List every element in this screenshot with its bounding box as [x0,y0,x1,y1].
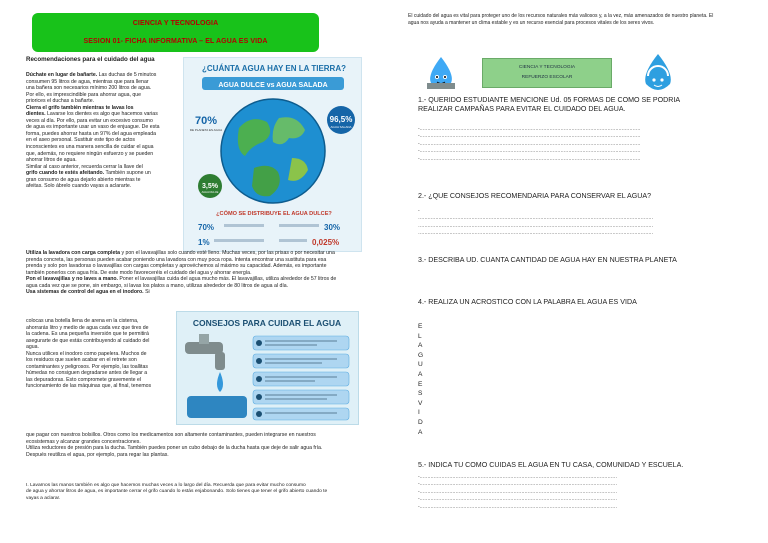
dist-1: 1% [198,238,210,247]
text-line-body: inconscientes es una manera sencilla de cuidar el agua [26,144,154,151]
text-line [26,289,359,296]
tips-title: CONSEJOS PARA CUIDAR EL AGUA [192,318,342,328]
question-5: 5.- INDICA TU COMO CUIDAS EL AGUA EN TU CASA, COMUNIDAD Y ESCUELA. [418,461,684,469]
recommendations-full-2 [26,432,359,458]
ref-line1: CIENCIA Y TECNOLOGIA [518,65,576,70]
question-2: 2.- ¿QUE CONSEJOS RECOMENDARIA PARA CONSERVAR EL AGUA? [418,192,652,200]
text-line: G [418,351,424,359]
text-line: U [418,361,423,369]
dist-30: 30% [324,223,341,232]
answer-lines-1: -…………………………………………………………………………………………………………………………… -…………………………………………………………………………………………………………………………… -…………………………………………………………………………………………………………………………… -…………………………………………………………………………………………………………………………… -…………………………………………………………………………………………………………………………… [418,126,641,162]
text-line: funcionamiento de las máquinas que, al final, tenemos [26,383,152,390]
recommendations-full-1 [26,250,359,296]
question-1 [418,96,680,114]
text-line: que pagar con nuestros bolsillos. Otros como los medicamentos son altamente contaminantes, pueden integrarse en nuestros [26,432,316,438]
text-line-body: Lavarse los dientes es algo que hacemos varias [45,111,158,118]
text-line: I [418,409,420,417]
stat-70: 70% [194,115,218,127]
text-line: contaminantes y peligrosos. Por ejemplo, las toallitas [26,363,148,370]
tips-infographic [176,311,359,425]
text-line-bold: Pon el lavavajillas y no laves a mano. [26,276,118,283]
acrostic-letters [418,322,428,437]
text-line-bold: Utiliza la lavadora con carga completa [26,250,120,256]
text-line: I. Lavarnos las manos también es algo que hacemos muchas veces a lo largo del día. Recuerda que para evitar mucho consumo [26,483,306,488]
text-line-body: Similar al caso anterior, recuerda cerrar la llave del [26,163,143,170]
text-line: agua. [26,344,39,351]
text-line: Utiliza reductores de presión para la ducha. También puedes poner un cubo debajo de la ducha hasta que deje de salir agua fría. [26,445,323,452]
text-line-body: que, además, no requiere ningún esfuerzo y se pueden [26,150,154,157]
text-line-body: ahorrar litros de agua. [26,157,77,164]
text-line: E [418,380,423,388]
text-line: Después reutiliza el agua, por ejemplo, para regar las plantas. [26,451,169,458]
text-line-bold: grifo cuando te estés afeitando. [26,170,105,177]
text-line: El cuidado del agua es vital para proteger uno de los recursos naturales más valiosos y, a la vez, más amenazados de nuestro planeta. El [408,13,714,19]
text-line: A [418,428,423,436]
text-line: S [418,390,423,398]
distribution-title: ¿CÓMO SE DISTRIBUYE EL AGUA DULCE? [216,211,332,217]
text-line: ahorrarás litro y medio de agua cada vez que tires de [26,324,149,331]
question-3: 3.- DESCRIBA UD. CUANTA CANTIDAD DE AGUA HAY EN NUESTRA PLANETA [418,256,677,264]
question-1-line2: REALIZAR CAMPAÑAS PARA EVITAR EL CUIDADO DEL AGUA. [418,105,626,113]
water-drop-mascot-icon [425,55,457,91]
text-line-body: una bañera son necesarios mínimo 200 litros de agua. [26,85,152,92]
stat-35-sub: AGUA DULCE [201,191,219,194]
question-4: 4.- REALIZA UN ACROSTICO CON LA PALABRA EL AGUA ES VIDA [418,298,637,306]
recommendations-column [26,72,181,190]
recommendations-title: Recomendaciones para el cuidado del agua [26,56,155,63]
text-line: vayas a aclarar. [26,495,61,501]
text-line-body: forma, puedes ahorrar hasta un 97% del agua empleada [26,130,157,137]
banner-title: CIENCIA Y TECNOLOGIA [132,20,219,27]
dist-0025: 0,025% [312,238,340,247]
text-line: V [418,399,423,407]
stat-35: 3,5% [202,183,218,190]
text-line: agua nos ayuda a mantener un clima estable y es un recurso esencial para procesos vitales de los seres vivos. [408,20,655,26]
text-line: colocas una botella llena de arena en la cisterna, [26,318,139,324]
text-line-body: Las duchas de 5 minutos [97,72,157,78]
text-line: D [418,418,423,426]
footnote [26,483,359,502]
answer-lines-5: -……………………………………………………………………………………………………………… -……………………………………………………………………………………………………………… -……………………………………………………………………………………………………………… -……………………………………………………………………………………………………………… -……………………………………………………………………………………………………………… [418,474,617,510]
text-line-body: Si [143,289,150,296]
text-line-body: también ponerlos con agua fría. De este modo favoreceréis el cuidado del agua y ahorrar energía. [26,269,252,276]
text-line-body: veces al día. Por ello, para evitar un excesivo consumo [26,117,153,124]
text-line-body: consumen 95 litros de agua, mientras que para llenar [26,78,149,85]
stat-965-sub: AGUA SALADA [330,125,352,129]
text-line: asegurarte de que estás contribuyendo al cuidado del [26,337,150,344]
text-line: de agua y ahorrar litros de agua, es importante cerrar el grifo cuando lo estás enjabonando. Solo tienes que tener el grifo abierto cuando te [26,489,328,495]
text-line-body: de agua es importante usar un vaso de enjuague. De esta [26,124,160,131]
text-line-body: También supone un [104,170,151,177]
info-question: ¿CUÁNTA AGUA HAY EN LA TIERRA? [202,64,346,73]
stat-70-sub: DE PLANETA ES AGUA [189,128,223,132]
text-line-bold: Dúchate en lugar de bañarte. [26,72,98,78]
tips-infographic-art [177,312,358,424]
text-line: Nunca utilices el inodoro como papelera. Muchos de [26,350,147,357]
text-line-body: en el aseo personal. Sustituir este tipo de actos [26,137,136,144]
text-line [26,183,181,190]
title-banner [32,13,319,52]
text-line: las depuradoras. Esto compromete gravemente el [26,376,142,383]
text-line-body: Por ello, es imprescindible para ahorrar agua, que [26,91,142,98]
text-line-body: prenda y solo pon lavadoras o lavavajillas con cargas completas y aprovéchemos al máximo su capacidad. Además, es importante [26,263,327,270]
answer-lines-2: - …………………………………………………………………………………………………………………………………… …………………………………………………………………………………………………………………………………… …………………………………………………………………………………………………………………………………… [418,208,654,237]
text-line: los residuos que suelen acabar en el retrete son [26,357,137,364]
text-line-body: y pon el lavavajillas solo cuando esté lleno. Muchas veces, por las prisas o por necesitar una [120,250,335,256]
text-line-bold: Usa sistemas de control del agua en el inodoro. [26,289,144,296]
text-line-body: priorices el duchas a bañarte. [26,98,95,105]
reference-box [482,58,612,88]
water-infographic [183,57,362,252]
intro-text [408,13,713,27]
text-line: A [418,370,423,378]
text-line: A [418,342,423,350]
stat-965: 96,5% [329,115,353,124]
recommendations-column-2 [26,318,174,390]
banner-subtitle: SESION 01- FICHA INFORMATIVA – EL AGUA ES VIDA [83,38,268,45]
water-recycle-drop-icon [640,52,676,94]
text-line-body: prenda concreta, las personas pueden acabar poniendo una lavadora con muy poca ropa. Intenta encontrar una sustituta para esa [26,256,327,263]
text-line: E [418,323,423,330]
text-line-bold: dientes. [26,111,46,118]
text-line-body: afeitas. Solo ábrelo cuando vayas a aclararte. [26,183,132,190]
text-line: ecosistemas y alcanzar grandes concentraciones. [26,438,141,445]
text-line-body: gran consumo de agua dejarlo abierto mientras te [26,176,141,183]
text-line-body: Poner el lavavajillas cuida del agua mucho más. El lavavajillas, utiliza alrededor de 57 litros de [117,276,337,283]
dist-70: 70% [198,223,215,232]
text-line: húmedas no consiguen degradarse antes de llegar a [26,370,148,377]
info-banner: AGUA DULCE vs AGUA SALADA [218,82,328,89]
text-line: la cadena. Es una pequeña inversión que te permitirá [26,331,149,338]
ref-line2: REFUERZO ESCOLAR [521,75,573,80]
question-1-line1: 1.- QUERIDO ESTUDIANTE MENCIONE Ud. 05 FORMAS DE COMO SE PODRIA [418,96,681,104]
text-line-body: agua cada vez que se pone, sin embargo, si lavas los platos a mano, utilizas alrededor de 80 litros de agua al día. [26,282,289,289]
text-line-bold: Cierra el grifo también mientras te lavas los [26,104,134,111]
water-infographic-art [184,58,361,251]
text-line: L [418,332,422,340]
